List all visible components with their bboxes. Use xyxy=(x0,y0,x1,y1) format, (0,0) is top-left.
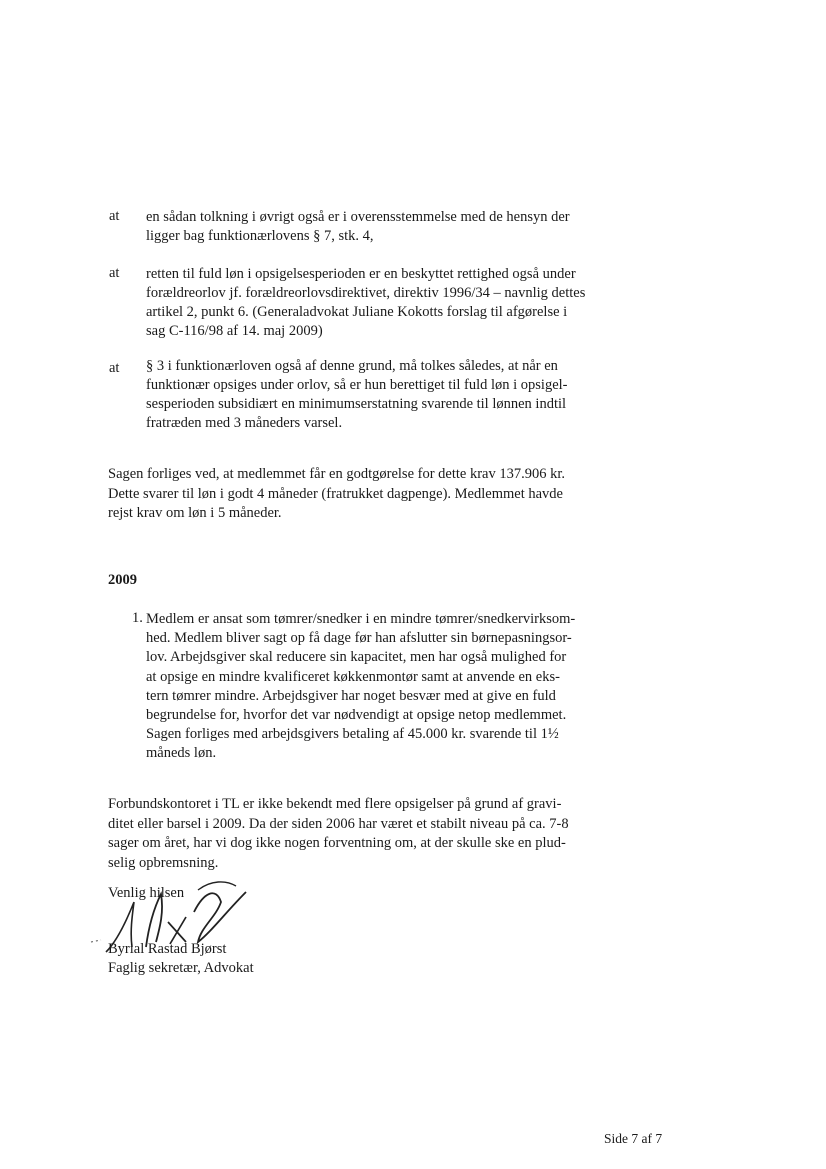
paragraph-line: Sagen forliges ved, at medlemmet får en godtgørelse for dette krav 137.906 kr. xyxy=(108,466,566,482)
item-line: en sådan tolkning i øvrigt også er i overensstemmelse med de hensyn der xyxy=(146,209,570,225)
case-line: lov. Arbejdsgiver skal reducere sin kapacitet, men har også mulighed for xyxy=(146,649,567,666)
list-item xyxy=(146,357,706,433)
case-line: begrundelse for, hvorfor det var nødvendigt at opsige netop medlemmet. xyxy=(146,707,567,724)
closing-paragraph xyxy=(108,795,708,873)
greeting: Venlig hilsen xyxy=(108,885,185,901)
case-line: måneds løn. xyxy=(146,745,217,762)
item-line: forældreorlov jf. forældreorlovsdirektivet, direktiv 1996/34 – navnlig dettes xyxy=(146,285,586,301)
case-number: 1. xyxy=(132,610,143,626)
case-line: Sagen forliges med arbejdsgivers betaling af 45.000 kr. svarende til 1½ xyxy=(146,726,559,743)
paragraph-line: sager om året, har vi dog ikke nogen forventning om, at der skulle ske en plud- xyxy=(108,835,566,851)
list-item xyxy=(146,208,706,246)
item-line: artikel 2, punkt 6. (Generaladvokat Juliane Kokotts forslag til afgørelse i xyxy=(146,304,568,320)
signer-block xyxy=(108,940,254,978)
list-item xyxy=(146,265,706,341)
item-line: funktionær opsiges under orlov, så er hun berettiget til fuld løn i opsigel- xyxy=(146,377,568,393)
paragraph-line: selig opbremsning. xyxy=(108,854,219,871)
case-line: at opsige en mindre kvalificeret køkkenmontør samt at anvende en eks- xyxy=(146,668,560,685)
settlement-paragraph xyxy=(108,465,708,524)
section-heading: 2009 xyxy=(108,572,137,588)
case-line: Medlem er ansat som tømrer/snedker i en mindre tømrer/snedkervirksom- xyxy=(146,611,576,627)
paragraph-line: rejst krav om løn i 5 måneder. xyxy=(108,505,282,521)
paragraph-line: Forbundskontoret i TL er ikke bekendt med flere opsigelser på grund af gravi- xyxy=(108,796,562,812)
item-marker: at xyxy=(109,265,120,281)
item-line: sesperioden subsidiært en minimumserstatning svarende til lønnen indtil xyxy=(146,396,567,412)
case-line: tern tømrer mindre. Arbejdsgiver har noget besvær med at give en fuld xyxy=(146,687,556,704)
signer-name: Byrial Rastad Bjørst xyxy=(108,941,227,957)
case-description xyxy=(146,610,706,764)
item-line: fratræden med 3 måneders varsel. xyxy=(146,415,343,431)
item-line: retten til fuld løn i opsigelsesperioden er en beskyttet rettighed også under xyxy=(146,266,576,282)
item-line: ligger bag funktionærlovens § 7, stk. 4, xyxy=(146,228,374,244)
signer-title: Faglig sekretær, Advokat xyxy=(108,960,254,976)
case-line: hed. Medlem bliver sagt op få dage før han afslutter sin børnepasningsor- xyxy=(146,630,572,647)
item-line: sag C-116/98 af 14. maj 2009) xyxy=(146,323,323,339)
paragraph-line: Dette svarer til løn i godt 4 måneder (fratrukket dagpenge). Medlemmet havde xyxy=(108,485,563,502)
paragraph-line: ditet eller barsel i 2009. Da der siden 2006 har været et stabilt niveau på ca. 7-8 xyxy=(108,815,569,832)
page-number: Side 7 af 7 xyxy=(604,1131,663,1146)
item-marker: at xyxy=(109,360,120,376)
item-line: § 3 i funktionærloven også af denne grund, må tolkes således, at når en xyxy=(146,358,558,374)
item-marker: at xyxy=(109,208,120,224)
